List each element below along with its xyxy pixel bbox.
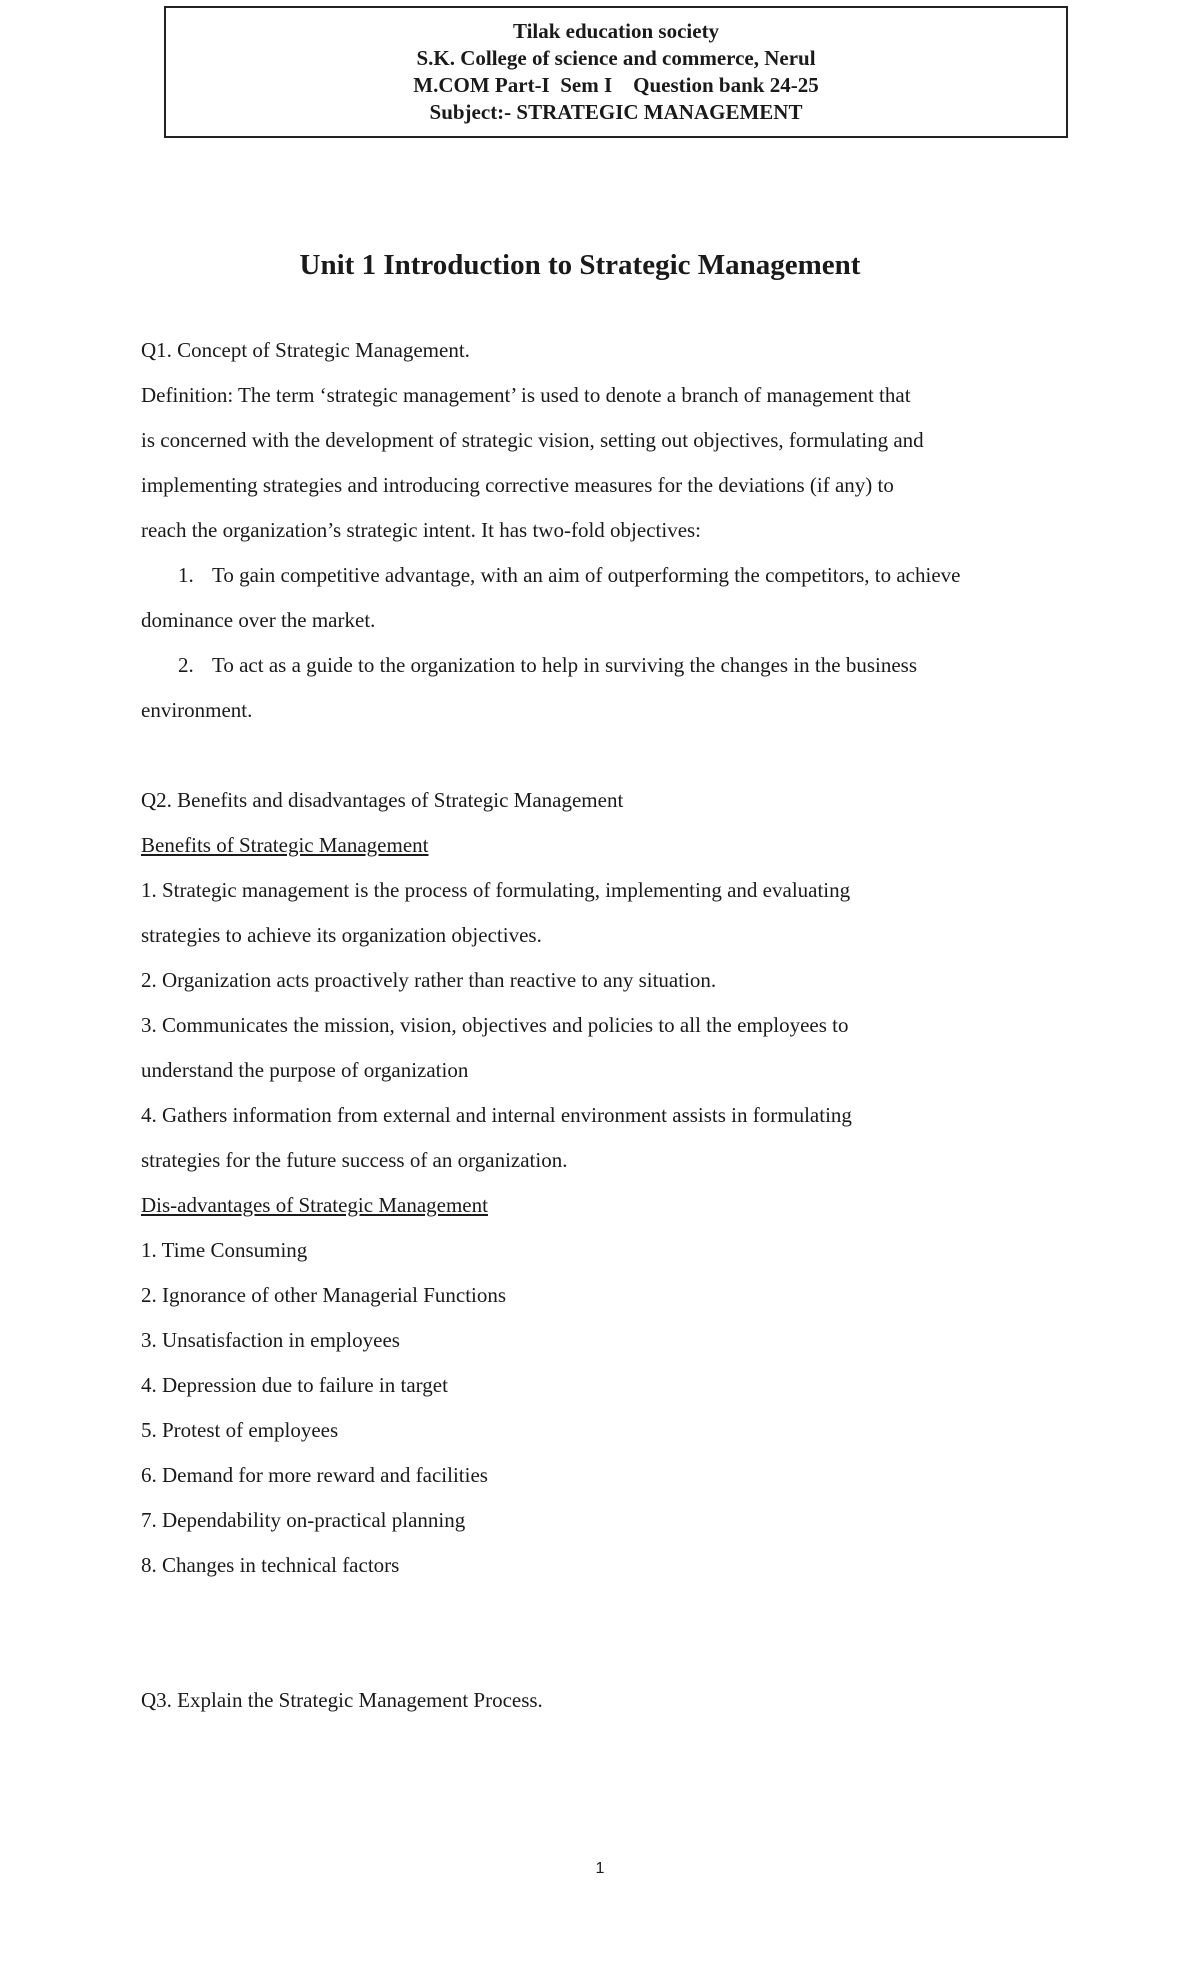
benefit-line: strategies for the future success of an organization.: [141, 1148, 568, 1172]
q2-question: Q2. Benefits and disadvantages of Strategic Management: [141, 788, 624, 812]
objective-number: 2.: [178, 653, 194, 677]
spacer: [141, 733, 1101, 778]
header-society: Tilak education society: [512, 19, 720, 43]
q1-definition-line: Definition: The term ‘strategic management’ is used to denote a branch of management that: [141, 383, 911, 407]
benefits-heading: Benefits of Strategic Management: [141, 833, 429, 857]
q1-objective-1-continued: dominance over the market.: [141, 608, 376, 632]
disadvantage-item: 4. Depression due to failure in target: [141, 1373, 448, 1397]
benefit-line: 3. Communicates the mission, vision, objectives and policies to all the employees to: [141, 1013, 849, 1037]
disadvantage-item: 1. Time Consuming: [141, 1238, 308, 1262]
benefit-line: strategies to achieve its organization objectives.: [141, 923, 542, 947]
objective-number: 1.: [178, 563, 194, 587]
header-course: M.COM Part-I Sem I Question bank 24-25: [413, 73, 819, 97]
header-subject: Subject:- STRATEGIC MANAGEMENT: [429, 100, 803, 124]
spacer: [141, 1588, 1101, 1678]
benefit-line: 1. Strategic management is the process of formulating, implementing and evaluating: [141, 878, 851, 902]
q1-question: Q1. Concept of Strategic Management.: [141, 338, 470, 362]
page-number: 1: [595, 1860, 605, 1877]
document-body: [141, 328, 1101, 1723]
document-header-box: [164, 6, 1068, 138]
disadvantage-item: 6. Demand for more reward and facilities: [141, 1463, 488, 1487]
q3-question: Q3. Explain the Strategic Management Process.: [141, 1688, 543, 1712]
objective-text: To gain competitive advantage, with an aim of outperforming the competitors, to achieve: [212, 563, 961, 587]
header-college: S.K. College of science and commerce, Nerul: [416, 46, 816, 70]
q1-objective-2-continued: environment.: [141, 698, 253, 722]
disadvantages-heading: Dis-advantages of Strategic Management: [141, 1193, 488, 1217]
disadvantage-item: 8. Changes in technical factors: [141, 1553, 400, 1577]
q1-objective-2: [141, 643, 1101, 688]
q1-objective-1: [141, 553, 1101, 598]
q1-definition-line: implementing strategies and introducing corrective measures for the deviations (if any) to: [141, 473, 894, 497]
benefit-line: 4. Gathers information from external and internal environment assists in formulating: [141, 1103, 852, 1127]
benefit-line: understand the purpose of organization: [141, 1058, 469, 1082]
q1-definition-line: is concerned with the development of strategic vision, setting out objectives, formulating and: [141, 428, 924, 452]
disadvantage-item: 2. Ignorance of other Managerial Functions: [141, 1283, 507, 1307]
q1-definition-line: reach the organization’s strategic intent. It has two-fold objectives:: [141, 518, 702, 542]
benefit-line: 2. Organization acts proactively rather than reactive to any situation.: [141, 968, 717, 992]
unit-title: Unit 1 Introduction to Strategic Management: [299, 249, 861, 281]
disadvantage-item: 5. Protest of employees: [141, 1418, 339, 1442]
disadvantage-item: 3. Unsatisfaction in employees: [141, 1328, 400, 1352]
disadvantage-item: 7. Dependability on-practical planning: [141, 1508, 466, 1532]
objective-text: To act as a guide to the organization to help in surviving the changes in the business: [212, 653, 917, 677]
